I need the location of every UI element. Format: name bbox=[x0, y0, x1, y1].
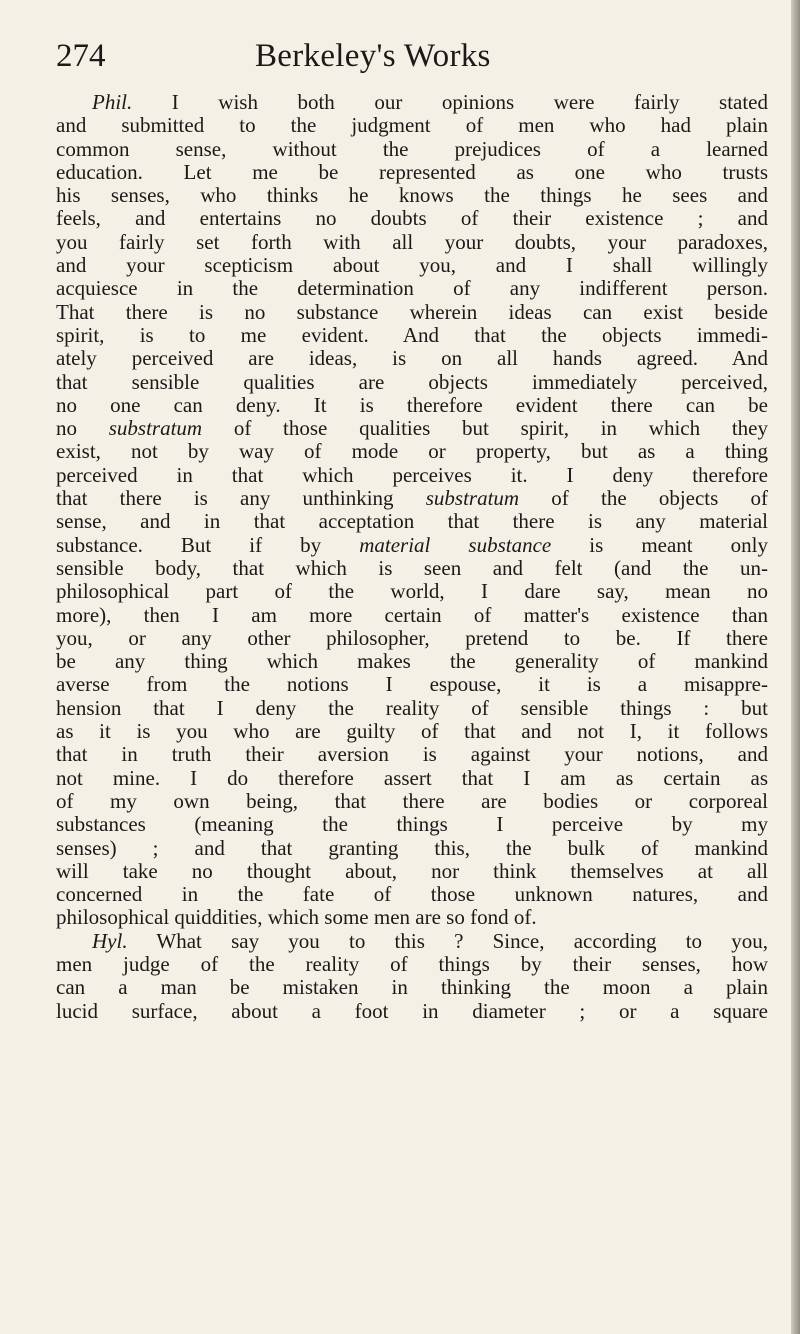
text-line bbox=[56, 534, 768, 557]
text-line bbox=[56, 697, 768, 720]
text-line bbox=[56, 720, 768, 743]
text-line bbox=[56, 557, 768, 580]
text-run: lucid surface, about a foot in diameter ; or a square bbox=[56, 998, 768, 1023]
line-content bbox=[56, 323, 768, 347]
text-line bbox=[56, 650, 768, 673]
text-run: ately perceived are ideas, is on all hands agreed. And bbox=[56, 346, 768, 371]
text-line bbox=[56, 883, 768, 906]
text-run: more), then I am more certain of matter's existence than bbox=[56, 602, 768, 627]
line-content bbox=[56, 486, 768, 510]
line-content bbox=[56, 137, 768, 161]
text-line bbox=[56, 114, 768, 137]
text-line bbox=[56, 417, 768, 440]
text-run: hension that I deny the reality of sensible things : but bbox=[56, 695, 768, 720]
line-content bbox=[56, 859, 768, 883]
line-content bbox=[56, 183, 768, 207]
text-run: perceived in that which perceives it. I deny therefore bbox=[56, 462, 768, 487]
line-content bbox=[56, 463, 768, 487]
line-content bbox=[56, 160, 768, 184]
text-run: you fairly set forth with all your doubts, your paradoxes, bbox=[56, 229, 768, 254]
line-content bbox=[56, 742, 768, 766]
line-content bbox=[56, 393, 768, 417]
text-run: substances (meaning the things I perceive by my bbox=[56, 812, 768, 837]
line-content bbox=[56, 836, 768, 860]
text-run: that sensible qualities are objects immediately perceived, bbox=[56, 369, 768, 394]
line-content bbox=[56, 206, 768, 230]
line-content bbox=[56, 812, 768, 836]
text-line bbox=[56, 813, 768, 836]
line-content bbox=[56, 626, 768, 650]
text-line bbox=[56, 487, 768, 510]
line-content bbox=[56, 533, 768, 557]
page-number: 274 bbox=[56, 38, 106, 74]
text-line bbox=[56, 580, 768, 603]
text-line bbox=[56, 324, 768, 347]
line-content bbox=[56, 719, 768, 743]
text-line bbox=[56, 440, 768, 463]
text-run: be any thing which makes the generality of mankind bbox=[56, 649, 768, 674]
line-content bbox=[56, 649, 768, 673]
line-content bbox=[56, 603, 768, 627]
text-run: That there is no substance wherein ideas can exist beside bbox=[56, 299, 768, 324]
line-content bbox=[56, 789, 768, 813]
italic-text: substratum bbox=[108, 416, 203, 441]
text-run: can a man be mistaken in thinking the moon a plain bbox=[56, 975, 768, 1000]
italic-text: substratum bbox=[425, 486, 520, 511]
line-content bbox=[56, 766, 768, 790]
italic-text: Hyl. bbox=[92, 928, 128, 953]
line-content bbox=[92, 929, 768, 953]
text-line bbox=[56, 347, 768, 370]
text-run: no bbox=[56, 416, 109, 441]
text-line bbox=[56, 1000, 768, 1023]
text-run: feels, and entertains no doubts of their existence ; and bbox=[56, 206, 768, 231]
text-line bbox=[56, 277, 768, 300]
text-line bbox=[56, 930, 768, 953]
text-run: is meant only bbox=[551, 532, 769, 557]
line-content bbox=[56, 882, 768, 906]
text-run: of those qualities but spirit, in which they bbox=[202, 416, 768, 441]
text-run: you, or any other philosopher, pretend to be. If there bbox=[56, 625, 768, 650]
text-run: acquiesce in the determination of any indifferent person. bbox=[56, 276, 768, 301]
text-line bbox=[56, 371, 768, 394]
text-run: averse from the notions I espouse, it is a misappre- bbox=[56, 672, 768, 697]
page-edge bbox=[791, 0, 800, 1334]
text-line bbox=[56, 231, 768, 254]
body-text bbox=[56, 91, 768, 1023]
text-run: his senses, who thinks he knows the things he sees and bbox=[56, 183, 768, 208]
text-run: substance. But if by bbox=[56, 532, 360, 557]
line-content bbox=[56, 230, 768, 254]
running-header bbox=[56, 38, 768, 82]
text-line bbox=[56, 743, 768, 766]
text-run: exist, not by way of mode or property, but as a thing bbox=[56, 439, 768, 464]
text-line bbox=[56, 604, 768, 627]
text-run: I wish both our opinions were fairly stated bbox=[132, 90, 768, 114]
line-content bbox=[56, 905, 537, 929]
line-content bbox=[56, 579, 768, 603]
running-title: Berkeley's Works bbox=[255, 38, 491, 74]
text-line bbox=[56, 161, 768, 184]
line-content bbox=[56, 975, 768, 999]
line-content bbox=[56, 276, 768, 300]
text-line bbox=[56, 301, 768, 324]
text-line bbox=[56, 91, 768, 114]
text-line bbox=[56, 906, 768, 929]
text-run: philosophical part of the world, I dare say, mean no bbox=[56, 579, 768, 604]
text-run: What say you to this ? Since, according to you, bbox=[127, 928, 768, 953]
line-content bbox=[56, 999, 768, 1023]
text-run: not mine. I do therefore assert that I am as certain as bbox=[56, 765, 768, 790]
text-line bbox=[56, 254, 768, 277]
line-content bbox=[56, 416, 768, 440]
text-line bbox=[56, 837, 768, 860]
text-run: no one can deny. It is therefore evident there can be bbox=[56, 392, 768, 417]
text-run: men judge of the reality of things by their senses, how bbox=[56, 951, 768, 976]
line-content bbox=[56, 696, 768, 720]
text-run: and submitted to the judgment of men who had plain bbox=[56, 113, 768, 138]
text-line bbox=[56, 510, 768, 533]
text-run: will take no thought about, nor think themselves at all bbox=[56, 858, 768, 883]
text-line bbox=[56, 207, 768, 230]
italic-text: material substance bbox=[359, 532, 552, 557]
text-run: of my own being, that there are bodies or corporeal bbox=[56, 788, 768, 813]
text-run: philosophical quiddities, which some men are so fond of. bbox=[56, 905, 537, 930]
line-content bbox=[92, 90, 768, 114]
text-line bbox=[56, 790, 768, 813]
text-run: common sense, without the prejudices of a learned bbox=[56, 136, 768, 161]
line-content bbox=[56, 439, 768, 463]
text-line bbox=[56, 627, 768, 650]
text-run: senses) ; and that granting this, the bulk of mankind bbox=[56, 835, 768, 860]
text-line bbox=[56, 394, 768, 417]
line-content bbox=[56, 113, 768, 137]
text-run: that there is any unthinking bbox=[56, 486, 426, 511]
text-run: sense, and in that acceptation that there is any material bbox=[56, 509, 768, 534]
line-content bbox=[56, 509, 768, 533]
text-line bbox=[56, 953, 768, 976]
line-content bbox=[56, 672, 768, 696]
text-line bbox=[56, 767, 768, 790]
line-content bbox=[56, 300, 768, 324]
text-run: concerned in the fate of those unknown natures, and bbox=[56, 882, 768, 907]
text-run: of the objects of bbox=[519, 486, 768, 511]
text-line bbox=[56, 184, 768, 207]
text-line bbox=[56, 673, 768, 696]
text-line bbox=[56, 860, 768, 883]
line-content bbox=[56, 556, 768, 580]
text-run: education. Let me be represented as one who trusts bbox=[56, 159, 768, 184]
line-content bbox=[56, 952, 768, 976]
text-run: sensible body, that which is seen and felt (and the un- bbox=[56, 555, 768, 580]
text-line bbox=[56, 976, 768, 999]
line-content bbox=[56, 346, 768, 370]
text-run: spirit, is to me evident. And that the objects immedi- bbox=[56, 322, 768, 347]
text-run: and your scepticism about you, and I shall willingly bbox=[56, 253, 768, 278]
italic-text: Phil. bbox=[92, 90, 133, 114]
line-content bbox=[56, 253, 768, 277]
line-content bbox=[56, 370, 768, 394]
text-run: that in truth their aversion is against your notions, and bbox=[56, 742, 768, 767]
text-run: as it is you who are guilty of that and not I, it follows bbox=[56, 719, 768, 744]
text-line bbox=[56, 138, 768, 161]
text-line bbox=[56, 464, 768, 487]
